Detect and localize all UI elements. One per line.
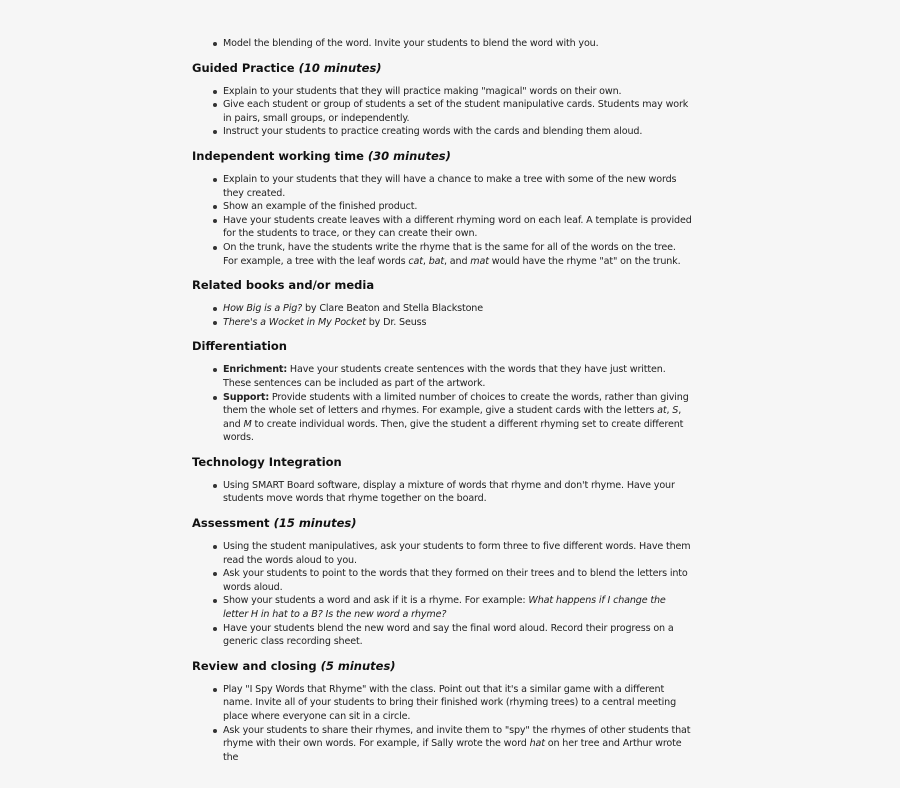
section-heading: Assessment (15 minutes) <box>192 516 357 531</box>
list-item: Give each student or group of students a set of the student manipulative cards. Students may work in pairs, small groups, or independently. <box>223 98 692 125</box>
section-differentiation <box>192 339 692 445</box>
bullet-list <box>192 540 692 649</box>
list-item: Using the student manipulatives, ask your students to form three to five different words. Have them read the words aloud to you. <box>223 541 691 566</box>
section-heading: Review and closing (5 minutes) <box>192 658 396 673</box>
list-item: Play "I Spy Words that Rhyme" with the class. Point out that it's a similar game with a different name. Invite all of your students to bring their finished work (rhyming trees) to a central meeting place where everyone can sit in a circle. <box>223 683 692 724</box>
bullet-list <box>192 479 692 506</box>
section-related-books <box>192 278 692 329</box>
list-item: Have your students blend the new word and say the final word aloud. Record their progress on a generic class recording sheet. <box>223 622 692 649</box>
intro-list <box>192 37 692 51</box>
list-item: Ask your students to point to the words that they formed on their trees and to blend the letters into words aloud. <box>223 567 692 594</box>
list-item-support: Support: Provide students with a limited number of choices to create the words, rather than giving them the whole set of letters and rhymes. For example, give a student cards with the letters at, S, and M to create individual words. Then, give the student a different rhyming set to create different words. <box>223 391 692 445</box>
duration: (15 minutes) <box>273 516 357 531</box>
section-heading: Related books and/or media <box>192 278 375 293</box>
section-heading: Guided Practice (10 minutes) <box>192 60 382 75</box>
list-item: Show your students a word and ask if it is a rhyme. For example: What happens if I change the letter H in hat to a B? Is the new word a rhyme? <box>223 594 692 621</box>
duration: (30 minutes) <box>367 148 451 163</box>
list-item-enrichment: Enrichment: Have your students create sentences with the words that they have just written. These sentences can be included as part of the artwork. <box>223 363 692 390</box>
section-heading: Technology Integration <box>192 454 342 469</box>
section-guided-practice <box>192 61 692 139</box>
section-heading: Independent working time (30 minutes) <box>192 148 451 163</box>
bullet-list <box>192 683 692 765</box>
bullet-list <box>192 173 692 268</box>
list-item: Model the blending of the word. Invite your students to blend the word with you. <box>223 37 692 51</box>
section-heading: Differentiation <box>192 339 287 354</box>
section-review-and-closing <box>192 659 692 765</box>
bullet-list <box>192 302 692 329</box>
list-item: Ask your students to share their rhymes, and invite them to "spy" the rhymes of other students that rhyme with their own words. For example, if Sally wrote the word hat on her tree and Arthur wrote the <box>223 724 691 763</box>
list-item: Using SMART Board software, display a mixture of words that rhyme and don't rhyme. Have your students move words that rhyme together on the board. <box>223 479 692 506</box>
duration: (10 minutes) <box>298 60 382 75</box>
section-independent-working-time <box>192 149 692 268</box>
lesson-plan-document <box>192 37 692 774</box>
bullet-list <box>192 363 692 445</box>
section-technology-integration <box>192 455 692 506</box>
list-item: On the trunk, have the students write the rhyme that is the same for all of the words on the tree. For example, a tree with the leaf words cat, bat, and mat would have the rhyme "at" on the trunk. <box>223 241 692 268</box>
list-item: Show an example of the finished product. <box>223 200 692 214</box>
list-item-book: There's a Wocket in My Pocket by Dr. Seuss <box>223 316 692 330</box>
list-item: Explain to your students that they will have a chance to make a tree with some of the new words they created. <box>223 173 692 200</box>
list-item: Explain to your students that they will practice making "magical" words on their own. <box>223 85 692 99</box>
bullet-list <box>192 85 692 139</box>
list-item: Instruct your students to practice creating words with the cards and blending them aloud. <box>223 125 692 139</box>
list-item: Have your students create leaves with a different rhyming word on each leaf. A template is provided for the students to trace, or they can create their own. <box>223 214 692 240</box>
section-assessment <box>192 516 692 649</box>
book-title: How Big is a Pig? <box>223 303 303 315</box>
book-title: There's a Wocket in My Pocket <box>223 316 366 328</box>
list-item-book: How Big is a Pig? by Clare Beaton and Stella Blackstone <box>223 302 692 316</box>
duration: (5 minutes) <box>320 658 396 673</box>
